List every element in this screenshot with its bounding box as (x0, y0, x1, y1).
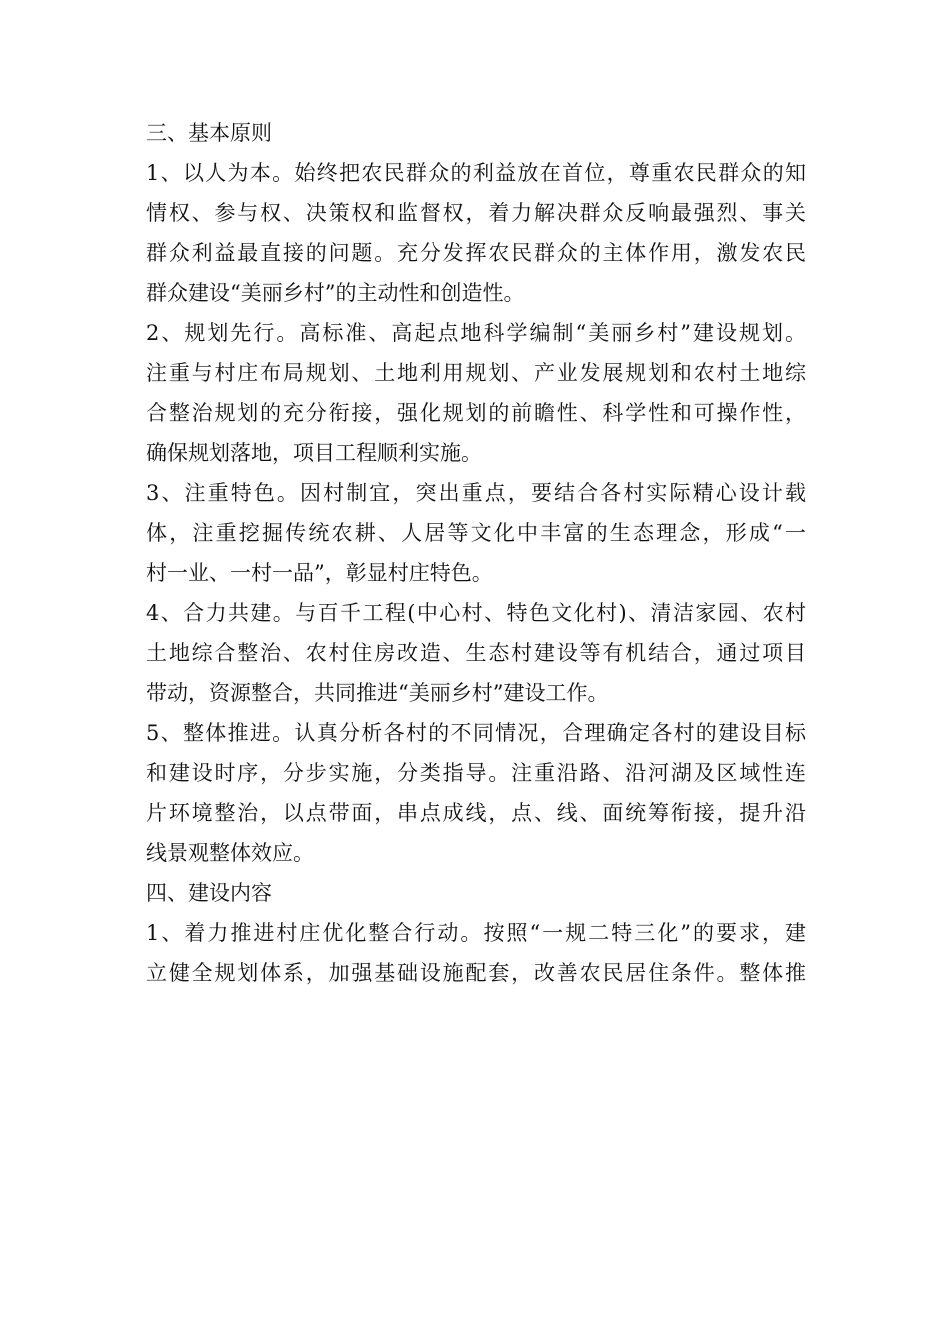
paragraph-line: 立健全规划体系，加强基础设施配套，改善农民居住条件。整体推 (146, 961, 806, 985)
paragraph-principle-4 (146, 593, 806, 713)
paragraph-line: 1、着力推进村庄优化整合行动。按照“一规二特三化”的要求，建 (146, 921, 806, 945)
document-body (146, 113, 806, 993)
paragraph-line: 群众利益最直接的问题。充分发挥农民群众的主体作用，激发农民 (146, 241, 806, 265)
paragraph-content-1 (146, 913, 806, 993)
paragraph-line: 村一业、一村一品”，彰显村庄特色。 (146, 561, 493, 585)
paragraph-line: 3、注重特色。因村制宜，突出重点，要结合各村实际精心设计载 (146, 481, 806, 505)
paragraph-line: 确保规划落地，项目工程顺利实施。 (146, 441, 482, 465)
paragraph-line: 4、合力共建。与百千工程(中心村、特色文化村)、清洁家园、农村 (146, 601, 806, 625)
paragraph-principle-1 (146, 153, 806, 313)
paragraph-line: 1、以人为本。始终把农民群众的利益放在首位，尊重农民群众的知 (146, 161, 806, 185)
paragraph-line: 和建设时序，分步实施，分类指导。注重沿路、沿河湖及区域性连 (146, 761, 806, 785)
paragraph-line: 线景观整体效应。 (146, 841, 314, 865)
paragraph-line: 土地综合整治、农村住房改造、生态村建设等有机结合，通过项目 (146, 641, 806, 665)
paragraph-line: 情权、参与权、决策权和监督权，着力解决群众反响最强烈、事关 (146, 201, 806, 225)
paragraph-line: 2、规划先行。高标准、高起点地科学编制“美丽乡村”建设规划。 (146, 321, 806, 345)
paragraph-line: 群众建设“美丽乡村”的主动性和创造性。 (146, 281, 525, 305)
paragraph-line: 5、整体推进。认真分析各村的不同情况，合理确定各村的建设目标 (146, 721, 806, 745)
paragraph-line: 片环境整治，以点带面，串点成线，点、线、面统筹衔接，提升沿 (146, 801, 806, 825)
paragraph-line: 带动，资源整合，共同推进“美丽乡村”建设工作。 (146, 681, 609, 705)
paragraph-line: 体，注重挖掘传统农耕、人居等文化中丰富的生态理念，形成“一 (146, 521, 806, 545)
paragraph-line: 合整治规划的充分衔接，强化规划的前瞻性、科学性和可操作性， (146, 401, 806, 425)
paragraph-principle-2 (146, 313, 806, 473)
section-heading-construction-content: 四、建设内容 (146, 881, 272, 905)
paragraph-principle-5 (146, 713, 806, 873)
paragraph-principle-3 (146, 473, 806, 593)
section-heading-basic-principles: 三、基本原则 (146, 121, 272, 145)
paragraph-line: 注重与村庄布局规划、土地利用规划、产业发展规划和农村土地综 (146, 361, 806, 385)
